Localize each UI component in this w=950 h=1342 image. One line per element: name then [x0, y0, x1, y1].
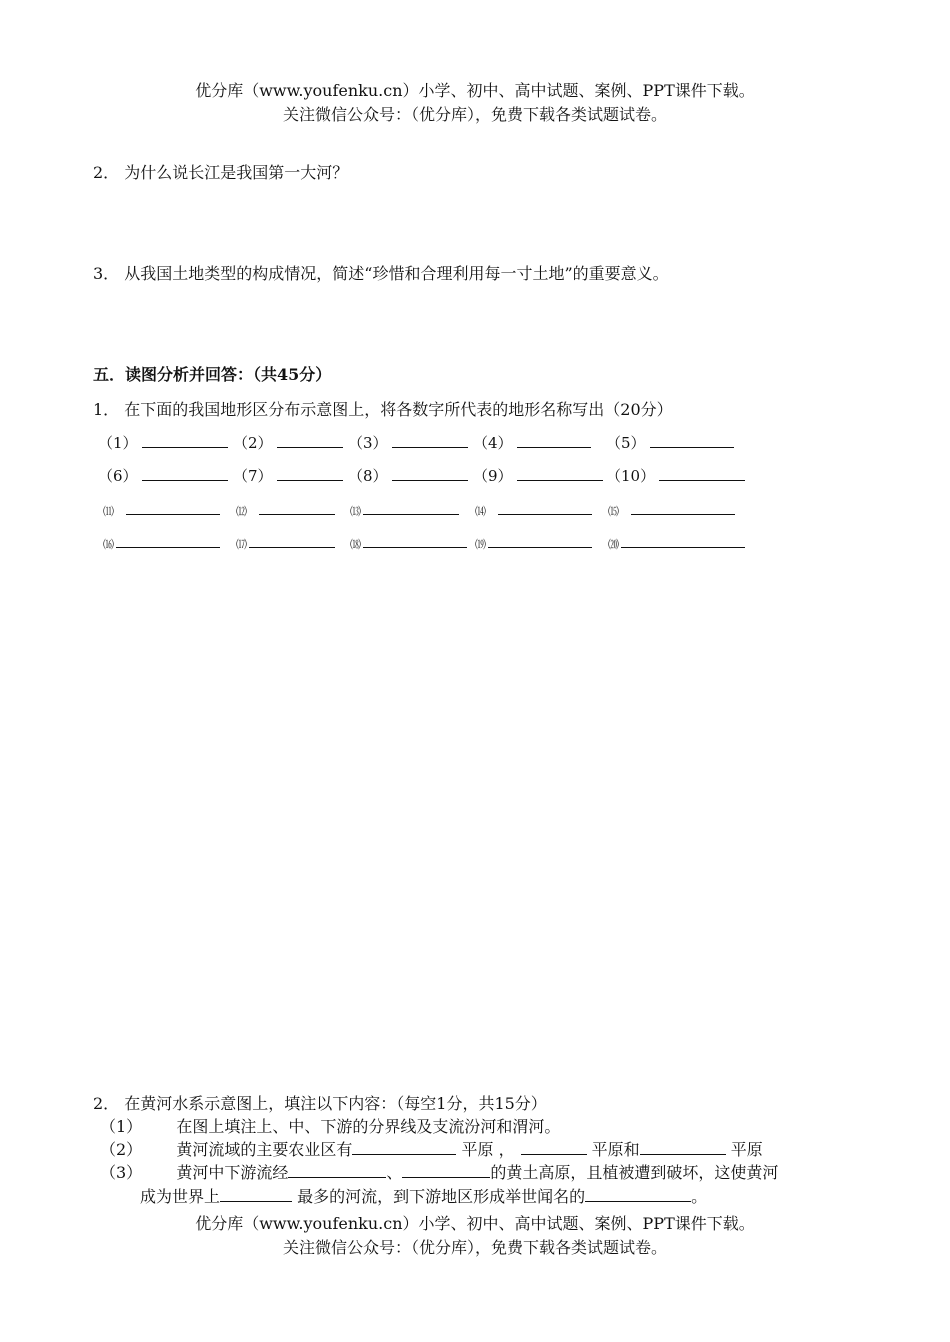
river-feature-blank[interactable] — [585, 1187, 691, 1202]
header-line-1: 优分库（www.youfenku.cn）小学、初中、高中试题、案例、PPT课件下载。 — [195, 81, 755, 100]
blank-field-11[interactable]: ⑾ — [103, 500, 220, 519]
blank-field-9[interactable]: （9） — [473, 465, 603, 486]
blank-field-8[interactable]: （8） — [348, 465, 468, 486]
blank-field-12[interactable]: ⑿ — [236, 500, 335, 519]
blank-field-16[interactable]: ⒃ — [103, 533, 220, 552]
plain-blank-2[interactable] — [521, 1140, 587, 1155]
header-line-2: 关注微信公众号：（优分库），免费下载各类试题试卷。 — [282, 105, 667, 124]
plain-blank-1[interactable] — [352, 1140, 456, 1155]
blank-field-14[interactable]: ⒁ — [475, 500, 592, 519]
blank-field-18[interactable]: ⒅ — [350, 533, 467, 552]
blank-field-20[interactable]: ⒇ — [608, 533, 745, 552]
blank-field-17[interactable]: ⒄ — [236, 533, 335, 552]
question-3: 3． 从我国土地类型的构成情况，简述“珍惜和合理利用每一寸土地”的重要意义。 — [93, 264, 669, 283]
blank-field-19[interactable]: ⒆ — [475, 533, 592, 552]
blank-field-2[interactable]: （2） — [233, 432, 343, 453]
subquestion-1: （1） 在图上填注上、中、下游的分界线及支流汾河和渭河。 — [100, 1117, 561, 1136]
subquestion-2: （2） 黄河流域的主要农业区有 平原 ， 平原和 平原 — [100, 1140, 763, 1159]
question-2: 2． 为什么说长江是我国第一大河？ — [93, 163, 349, 182]
plain-blank-3[interactable] — [640, 1140, 726, 1155]
footer-line-2: 关注微信公众号：（优分库），免费下载各类试题试卷。 — [282, 1238, 667, 1257]
plateau-blank-1[interactable] — [288, 1163, 386, 1178]
subquestion-3-continued: 成为世界上 最多的河流，到下游地区形成举世闻名的 。 — [140, 1187, 708, 1206]
footer-line-1: 优分库（www.youfenku.cn）小学、初中、高中试题、案例、PPT课件下载。 — [195, 1214, 755, 1233]
plateau-blank-2[interactable] — [402, 1163, 490, 1178]
section-5-title: 五．读图分析并回答：（共45分） — [93, 365, 332, 384]
section-5-question-1: 1． 在下面的我国地形区分布示意图上，将各数字所代表的地形名称写出（20分） — [93, 400, 673, 419]
blank-field-5[interactable]: （5） — [606, 432, 734, 453]
blank-field-3[interactable]: （3） — [348, 432, 468, 453]
blank-field-13[interactable]: ⒀ — [350, 500, 459, 519]
blank-field-1[interactable]: （1） — [98, 432, 228, 453]
blank-field-4[interactable]: （4） — [473, 432, 591, 453]
subquestion-3: （3） 黄河中下游流经 、 的黄土高原，且植被遭到破坏，这使黄河 — [100, 1163, 779, 1182]
blank-field-6[interactable]: （6） — [98, 465, 228, 486]
section-5-question-2: 2． 在黄河水系示意图上，填注以下内容：（每空1分，共15分） — [93, 1094, 547, 1113]
blank-field-15[interactable]: ⒂ — [608, 500, 735, 519]
sediment-blank[interactable] — [220, 1187, 292, 1202]
blank-field-7[interactable]: （7） — [233, 465, 343, 486]
blank-field-10[interactable]: （10） — [606, 465, 745, 486]
